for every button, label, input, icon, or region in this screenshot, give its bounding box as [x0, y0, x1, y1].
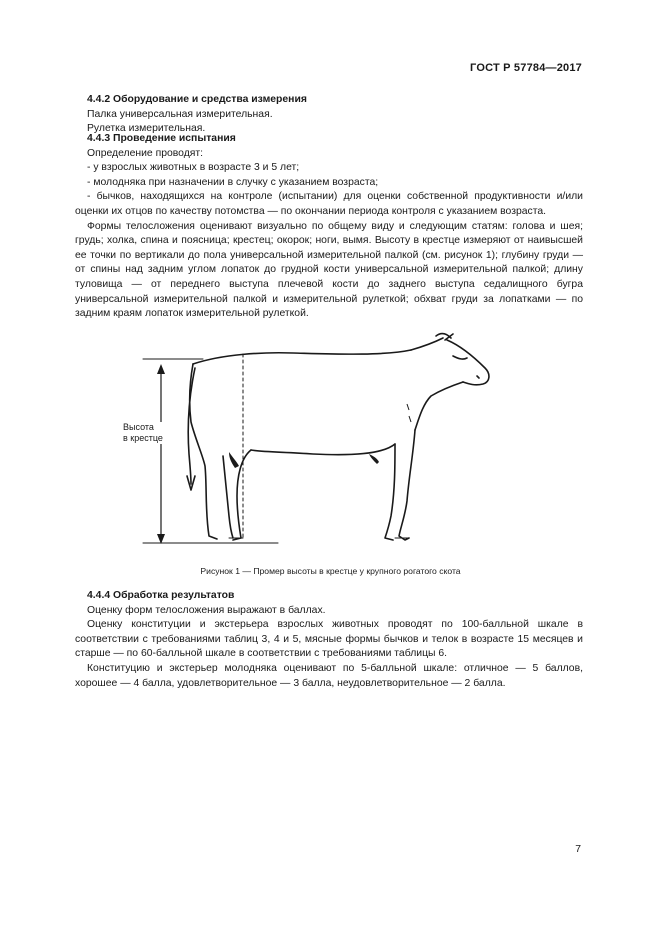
section-4-4-3 — [75, 132, 583, 322]
figure-cow-height — [123, 326, 505, 556]
bullet-item: - молодняка при назначении в случку с указанием возраста; — [87, 176, 379, 188]
section-4-4-4 — [75, 589, 583, 691]
page-number: 7 — [575, 844, 581, 855]
section-heading: 4.4.3 Проведение испытания — [87, 133, 236, 144]
section-heading: 4.4.2 Оборудование и средства измерения — [87, 94, 307, 105]
body-paragraph: Формы телосложения оценивают визуально по общему виду и следующим статям: голова и шея; грудь; холка, спина и поясница; крестец; окорок; ноги, вымя. Высоту в крестце измеряют от наивысшей ее точки по вертикали до пола универсальной измерительной палкой (см. рисунок 1); глубину груди — от спины над задним углом лопаток до грудной кости универсальной измерительной палкой; длину туловища — от переднего выступа плечевой кости до заднего выступа седалищного бугра универсальной измерительной палкой и измерительной рулеткой; обхват груди за лопатками — по задним краям лопаток измерительной рулеткой. — [75, 220, 583, 320]
cow-illustration — [133, 326, 505, 556]
figure-label-line: Высота — [123, 422, 154, 432]
figure-label — [123, 422, 163, 444]
figure-label-line: в крестце — [123, 433, 163, 443]
body-paragraph: Конституцию и экстерьер молодняка оценивают по 5-балльной шкале: отличное — 5 баллов, хорошее — 4 балла, удовлетворительное — 3 балла, неудовлетворительное — 2 балла. — [75, 662, 583, 689]
intro-line: Определение проводят: — [87, 147, 204, 159]
bullet-item: - бычков, находящихся на контроле (испытании) для оценки собственной продуктивности и/или оценки их отцов по качеству потомства — по окончании периода контроля с указанием возраста. — [75, 191, 583, 217]
body-paragraph: Оценку форм телосложения выражают в баллах. — [87, 604, 326, 616]
bullet-item: - у взрослых животных в возрасте 3 и 5 лет; — [87, 162, 300, 174]
equipment-line: Палка универсальная измерительная. — [87, 108, 273, 120]
body-paragraph: Оценку конституции и экстерьера взрослых животных проводят по 100-балльной шкале в соответствии с требованиями таблиц 3, 4 и 5, мясные формы бычков и телок в возрасте 15 месяцев и старше — по 60-балльной шкале в соответствии с требованиями таблицы 6. — [75, 619, 583, 660]
equipment-line: Рулетка измерительная. — [87, 123, 206, 135]
section-4-4-2 — [75, 93, 583, 137]
figure-caption: Рисунок 1 — Промер высоты в крестце у крупного рогатого скота — [200, 566, 461, 576]
section-heading: 4.4.4 Обработка результатов — [87, 590, 235, 601]
standard-number: ГОСТ Р 57784—2017 — [470, 62, 582, 74]
